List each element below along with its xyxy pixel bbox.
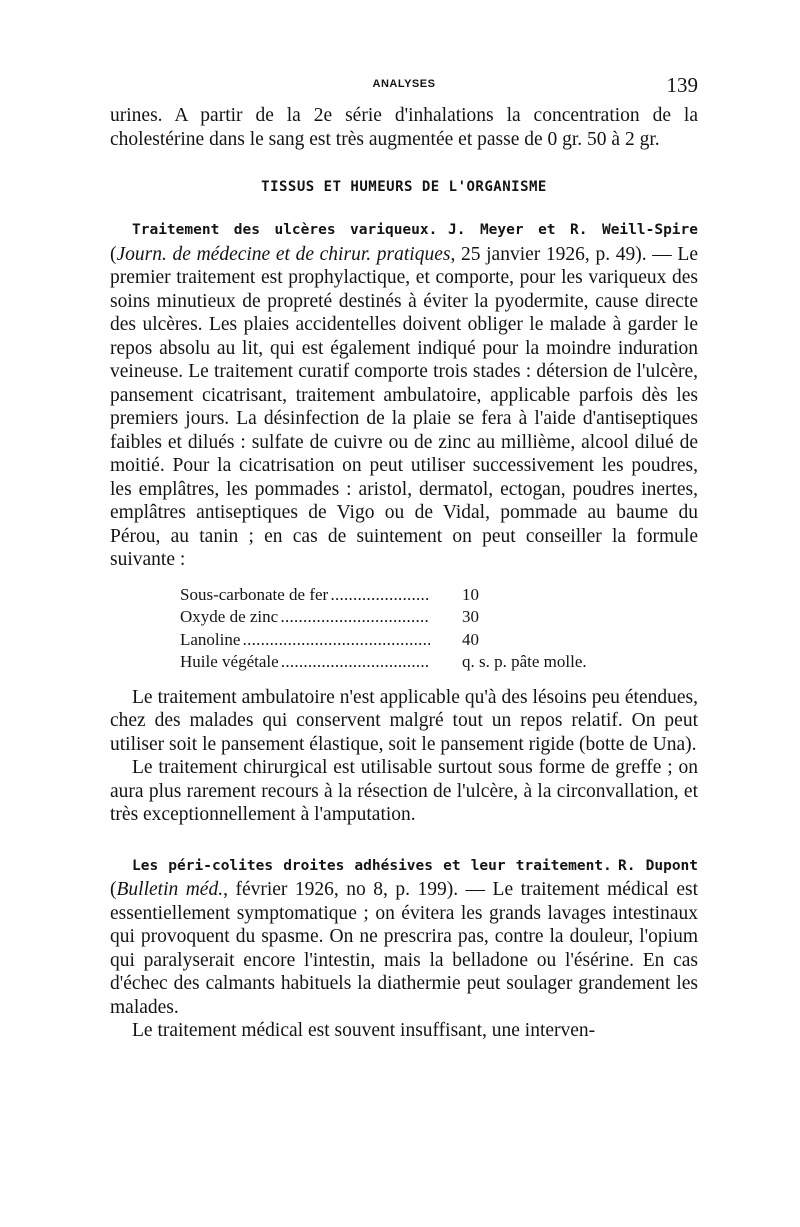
article-2-paragraph-2: Le traitement médical est souvent insuffisant, une interven- [132,1020,596,1041]
article-1-paragraph [110,217,698,572]
article-1-journal: Journ. de médecine et de chirur. pratiques [116,243,451,265]
leader-dots [240,630,430,649]
running-head: ANALYSES [372,78,436,90]
formula-row [180,629,698,652]
leader-dots [328,585,430,604]
section-title: TISSUS ET HUMEURS DE L'ORGANISME [261,179,547,195]
formula-ingredient: Sous-carbonate de fer [180,584,329,604]
article-1-body: , 25 janvier 1926, p. 49). — Le premier traitement est prophylactique, et comporte, pour les variqueux des soins minutieux de propreté destinés à éviter la pyodermite, cause directe des ulcères. Les plaies accidentelles doivent obliger le malade à garder le repos absolu au lit, qui est également indiqué pour la moindre induration veineuse. Le traitement curatif comporte trois stades : détersion de l'ulcère, pansement cicatrisant, traitement ambulatoire, applicable parfois dès les premiers jours. La désinfection de la plaie se fera à l'aide d'antiseptiques faibles et dilués : sulfate de cuivre ou de zinc au millième, alcool dilué de moitié. Pour la cicatrisation on peut utiliser successivement les poudres, les emplâtres, les pommades : aristol, dermatol, ectogan, poudres inertes, emplâtres antiseptiques de Vigo ou de Vidal, pommade au baume du Pérou, au tanin ; en cas de suintement on peut conseiller la formule suivante : [110,243,698,570]
formula-quantity: 30 [462,607,479,626]
article-2-source-open: ( [110,879,117,900]
formula-quantity: q. s. p. pâte molle. [462,652,587,671]
formula-table [180,584,698,674]
article-2-authors: R. Dupont [618,857,699,874]
article-2-title: Les péri-colites droites adhésives et leur traitement. [132,857,612,874]
leader-dots [278,607,430,626]
formula-row [180,651,698,674]
leader-dots [279,652,430,671]
article-2-journal: Bulletin méd. [116,879,224,900]
formula-quantity: 40 [462,629,479,649]
page-number: 139 [666,73,698,97]
page-header [110,70,698,104]
intro-paragraph: urines. A partir de la 2e série d'inhalations la concentration de la cholestérine dans le sang est très augmentée et passe de 0 gr. 50 à 2 gr. [110,105,698,150]
article-1-title: Traitement des ulcères variqueux. [132,222,438,238]
article-2-paragraph [110,853,698,1020]
formula-row [180,606,698,629]
article-2-body: , février 1926, no 8, p. 199). — Le traitement médical est essentiellement symptomatique ; on évitera les grands lavages intestinaux qui provoquent du spasme. On ne prescrira pas, contre la douleur, l'opium qui paralyserait encore l'intestin, mais la belladone ou l'ésérine. En cas d'échec des calmants habituels la diathermie peut soulager grandement les malades. [110,879,698,1018]
formula-row [180,584,698,607]
article-1-paragraph-3: Le traitement chirurgical est utilisable surtout sous forme de greffe ; on aura plus rarement recours à la résection de l'ulcère, à la circonvallation, et très exceptionnellement à l'amputation. [110,757,698,825]
article-1-source-open: ( [110,243,117,265]
article-1-paragraph-2: Le traitement ambulatoire n'est applicable qu'à des lésoins peu étendues, chez des malades qui conservent malgré tout un repos relatif. On peut utiliser soit le pansement élastique, soit le pansement rigide (botte de Una). [110,686,698,755]
formula-ingredient: Huile végétale [180,652,279,671]
article-1-authors: J. Meyer et R. Weill-Spire [448,222,698,238]
formula-ingredient: Lanoline [180,629,241,649]
document-page [110,70,698,1043]
formula-ingredient: Oxyde de zinc [180,607,279,626]
formula-quantity: 10 [462,584,479,604]
